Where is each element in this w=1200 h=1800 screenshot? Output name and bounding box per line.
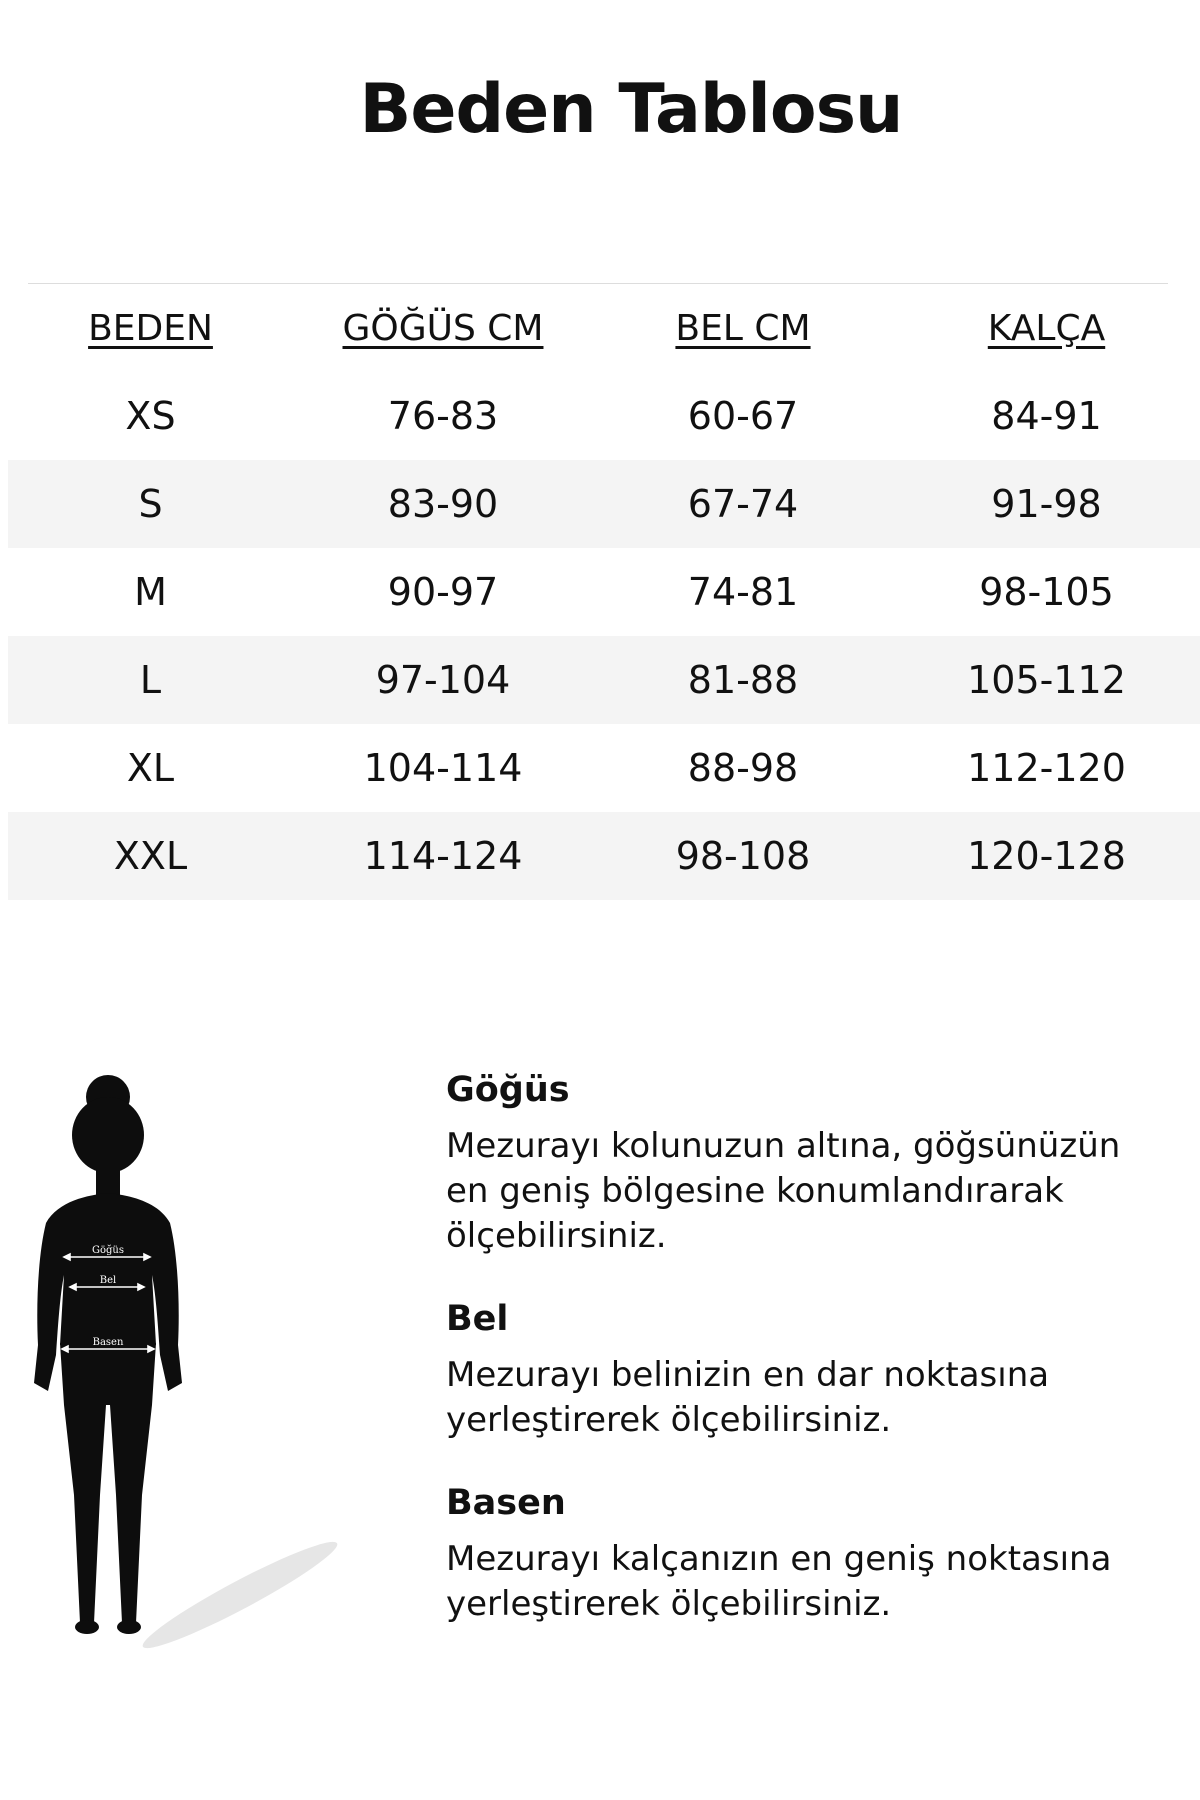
measure-description: Mezurayı kalçanızın en geniş noktasına yerleştirerek ölçebilirsiniz.	[446, 1539, 1112, 1624]
cell-chest: 97-104	[293, 636, 593, 724]
table-row	[8, 372, 1200, 460]
cell-chest: 114-124	[293, 812, 593, 900]
cell-waist: 98-108	[593, 812, 893, 900]
cell-hip: 120-128	[893, 812, 1200, 900]
cell-hip: 84-91	[991, 394, 1102, 438]
figure-label-waist: Bel	[99, 1275, 117, 1286]
page-title: Beden Tablosu	[359, 70, 903, 149]
table-row	[8, 460, 1200, 548]
cell-hip: 105-112	[893, 636, 1200, 724]
cell-hip: 91-98	[893, 460, 1200, 548]
measure-chest	[446, 1070, 1166, 1259]
table-row	[8, 636, 1200, 724]
table-header-row	[8, 284, 1200, 372]
female-silhouette-icon	[30, 1075, 350, 1675]
cell-waist: 81-88	[593, 636, 893, 724]
measure-heading: Bel	[446, 1299, 509, 1339]
measure-description: Mezurayı kolunuzun altına, göğsünüzün en geniş bölgesine konumlandırarak ölçebilirsiniz.	[446, 1126, 1121, 1256]
cell-size: M	[134, 570, 167, 614]
cell-chest: 76-83	[387, 394, 499, 438]
cell-size: XXL	[8, 812, 293, 900]
cell-hip: 98-105	[979, 570, 1114, 614]
column-header-waist: BEL CM	[675, 307, 811, 349]
column-header-hip: KALÇA	[987, 307, 1106, 349]
figure-label-chest: Göğüs	[92, 1245, 124, 1256]
measure-description: Mezurayı belinizin en dar noktasına yerleştirerek ölçebilirsiniz.	[446, 1355, 1050, 1440]
table-row	[8, 548, 1200, 636]
cell-size: L	[8, 636, 293, 724]
table-row	[8, 724, 1200, 812]
cell-size: XL	[126, 746, 175, 790]
cell-size: XS	[125, 394, 176, 438]
measure-heading: Göğüs	[446, 1070, 570, 1110]
cell-size: S	[8, 460, 293, 548]
figure-label-hip: Basen	[92, 1337, 124, 1348]
cell-waist: 88-98	[687, 746, 799, 790]
cell-waist: 67-74	[593, 460, 893, 548]
cell-waist: 60-67	[687, 394, 799, 438]
column-header-chest: GÖĞÜS CM	[342, 307, 544, 349]
cell-hip: 112-120	[967, 746, 1126, 790]
table-row	[8, 812, 1200, 900]
cell-chest: 90-97	[387, 570, 499, 614]
cell-chest: 83-90	[293, 460, 593, 548]
cell-waist: 74-81	[687, 570, 799, 614]
column-header-size: BEDEN	[88, 307, 213, 349]
size-table	[8, 284, 1200, 900]
measure-waist	[446, 1299, 1166, 1443]
measure-heading: Basen	[446, 1483, 566, 1523]
measurement-guide	[446, 1070, 1166, 1667]
cell-chest: 104-114	[363, 746, 523, 790]
measure-hip	[446, 1483, 1166, 1627]
